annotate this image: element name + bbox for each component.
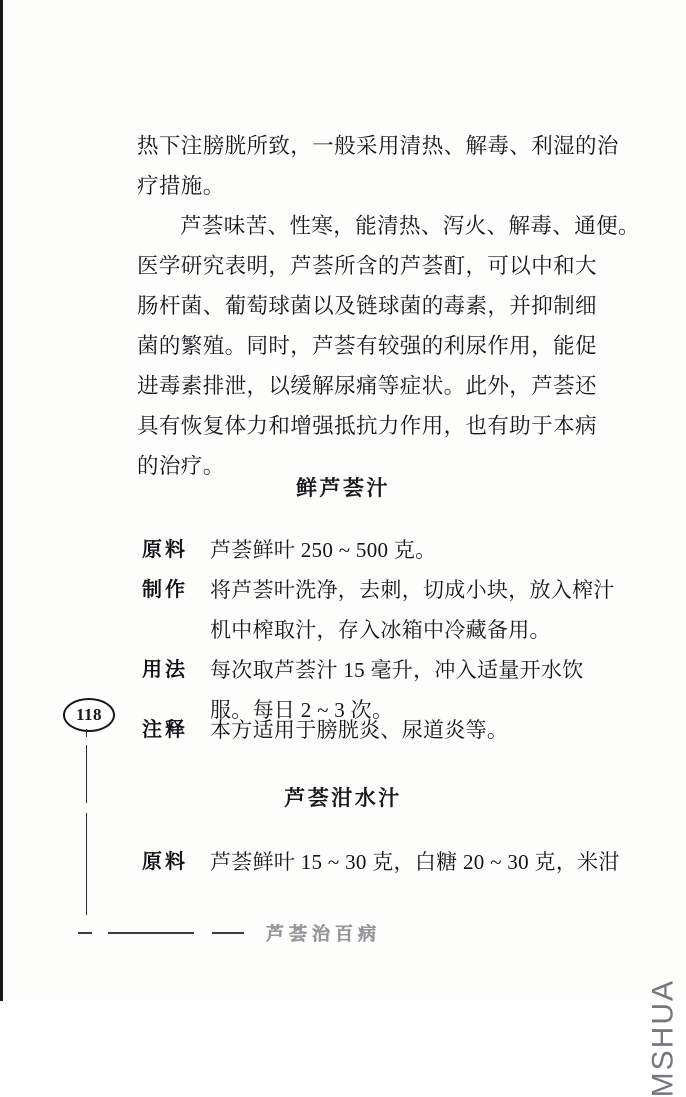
body-line: 芦荟味苦、性寒，能清热、泻火、解毒、通便。 [180,214,640,238]
recipe-row-label: 原料 [142,539,188,561]
recipe-row-label: 原料 [142,851,188,873]
body-line: 肠杆菌、葡萄球菌以及链球菌的毒素，并抑制细 [137,294,597,318]
recipe-row-line: 本方适用于膀胱炎、尿道炎等。 [210,718,509,742]
recipe-row [142,530,592,570]
recipe-row [142,710,592,750]
footer-rule-long [108,932,194,934]
recipe-row-body [210,710,592,750]
body-line: 疗措施。 [137,174,225,198]
recipe-row-body [210,530,592,570]
page-number: 118 [75,705,103,724]
recipe-row-line: 每次取芦荟汁 15 毫升，冲入适量开水饮 [210,658,584,682]
page-footer [78,920,381,946]
recipe-row-label: 制作 [142,579,188,601]
body-line: 进毒素排泄，以缓解尿痛等症状。此外，芦荟还 [137,374,597,398]
watermark-text: MSHUA [646,979,679,1097]
recipe-row [142,842,620,882]
body-line: 热下注膀胱所致，一般采用清热、解毒、利湿的治 [137,134,619,158]
recipe-heading: 芦荟泔水汁 [284,786,402,810]
body-text-block [137,126,640,486]
body-line: 具有恢复体力和增强抵抗力作用，也有助于本病 [137,414,597,438]
recipe-row-line: 将芦荟叶洗净，去刺，切成小块，放入榨汁 [210,578,615,602]
recipe-row-label: 用法 [142,659,188,681]
footer-rule-mid [212,932,244,934]
book-title: 芦荟治百病 [266,924,381,944]
page-margin-rule [86,729,87,915]
recipe-row [142,570,615,650]
recipe-row-label: 注释 [142,719,188,741]
recipe-row-line: 服。每日 2 ~ 3 次。 [210,698,394,722]
body-line: 菌的繁殖。同时，芦荟有较强的利尿作用，能促 [137,334,597,358]
recipe-row-body [210,842,620,882]
recipe-row-line: 芦荟鲜叶 250 ~ 500 克。 [210,538,437,562]
body-line: 的治疗。 [137,454,225,478]
footer-rule-short [78,932,92,934]
recipe-row-line: 芦荟鲜叶 15 ~ 30 克，白糖 20 ~ 30 克，米泔 [210,850,620,874]
recipe-row-body [210,570,615,650]
recipe-heading: 鲜芦荟汁 [296,476,390,500]
body-line: 医学研究表明，芦荟所含的芦荟酊，可以中和大 [137,254,597,278]
recipe-row-line: 机中榨取汁，存入冰箱中冷藏备用。 [210,618,551,642]
page-number-badge [63,698,115,732]
